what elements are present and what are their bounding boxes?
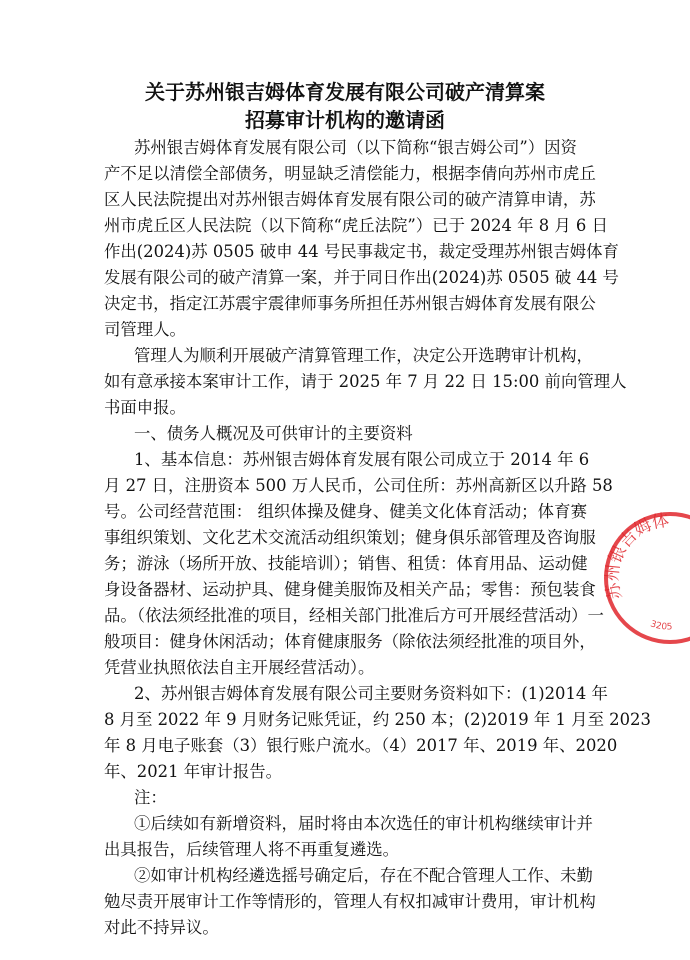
paragraph-line: 务；游泳（场所开放、技能培训）；销售、租赁：体育用品、运动健: [104, 554, 588, 573]
paragraph-line: 出具报告，后续管理人将不再重复遴选。: [104, 840, 400, 859]
paragraph-line: 书面申报。: [104, 398, 186, 417]
paragraph-line: 身设备器材、运动护具、健身健美服饰及相关产品；零售：预包装食: [104, 580, 596, 599]
paragraph-line: 月 27 日，注册资本 500 万人民币，公司住所：苏州高新区以升路 58: [104, 476, 613, 495]
paragraph-line: 苏州银吉姆体育发展有限公司（以下简称“银吉姆公司”）因资: [134, 138, 577, 157]
paragraph-line: 决定书，指定江苏震宇震律师事务所担任苏州银吉姆体育发展有限公: [104, 294, 596, 313]
section-heading: 一、债务人概况及可供审计的主要资料: [134, 424, 413, 443]
note-label: 注：: [134, 788, 167, 807]
paragraph-line: 凭营业执照依法自主开展经营活动）。: [104, 658, 375, 677]
paragraph-line: 事组织策划、文化艺术交流活动组织策划；健身俱乐部管理及咨询服: [104, 528, 596, 547]
seal-text: 苏州银吉姆体: [602, 510, 671, 602]
paragraph-line: 8 月至 2022 年 9 月财务记账凭证，约 250 本；(2)2019 年 1 月至 2023: [104, 710, 651, 729]
paragraph-line: 般项目：健身休闲活动；体育健康服务（除依法须经批准的项目外，: [104, 632, 596, 651]
seal-number: 3205: [648, 619, 673, 633]
company-seal: [600, 508, 690, 648]
paragraph-line: 产不足以清偿全部债务，明显缺乏清偿能力，根据李倩向苏州市虎丘: [104, 164, 596, 183]
paragraph-line: 发展有限公司的破产清算一案，并于同日作出(2024)苏 0505 破 44 号: [104, 268, 619, 287]
paragraph-line: 1、基本信息：苏州银吉姆体育发展有限公司成立于 2014 年 6: [134, 450, 590, 469]
paragraph-line: 年、2021 年审计报告。: [104, 762, 283, 781]
paragraph-line: 年 8 月电子账套（3）银行账户流水。（4）2017 年、2019 年、2020: [104, 736, 618, 755]
title-line-2: 招募审计机构的邀请函: [245, 108, 445, 132]
title-line-1: 关于苏州银吉姆体育发展有限公司破产清算案: [145, 80, 545, 104]
paragraph-line: 州市虎丘区人民法院（以下简称“虎丘法院”）已于 2024 年 8 月 6 日: [104, 216, 608, 235]
paragraph-line: ②如审计机构经遴选摇号确定后，存在不配合管理人工作、未勤: [134, 866, 593, 885]
paragraph-line: ①后续如有新增资料，届时将由本次选任的审计机构继续审计并: [134, 814, 593, 833]
paragraph-line: 号。公司经营范围： 组织体操及健身、健美文化体育活动；体育赛: [104, 502, 587, 521]
paragraph-line: 2、苏州银吉姆体育发展有限公司主要财务资料如下：(1)2014 年: [134, 684, 608, 703]
paragraph-line: 司管理人。: [104, 320, 186, 339]
paragraph-line: 区人民法院提出对苏州银吉姆体育发展有限公司的破产清算申请，苏: [104, 190, 596, 209]
paragraph-line: 管理人为顺利开展破产清算管理工作，决定公开选聘审计机构，: [134, 346, 593, 365]
svg-text:3205: [649, 619, 673, 632]
svg-text:苏州银吉姆体: [602, 511, 670, 602]
paragraph-line: 勉尽责开展审计工作等情形的，管理人有权扣减审计费用，审计机构: [104, 892, 596, 911]
paragraph-line: 如有意承接本案审计工作，请于 2025 年 7 月 22 日 15:00 前向管理人: [104, 372, 627, 391]
paragraph-line: 作出(2024)苏 0505 破申 44 号民事裁定书，裁定受理苏州银吉姆体育: [104, 242, 619, 261]
paragraph-line: 对此不持异议。: [104, 918, 219, 937]
paragraph-line: 品。（依法须经批准的项目，经相关部门批准后方可开展经营活动）一: [104, 606, 604, 625]
